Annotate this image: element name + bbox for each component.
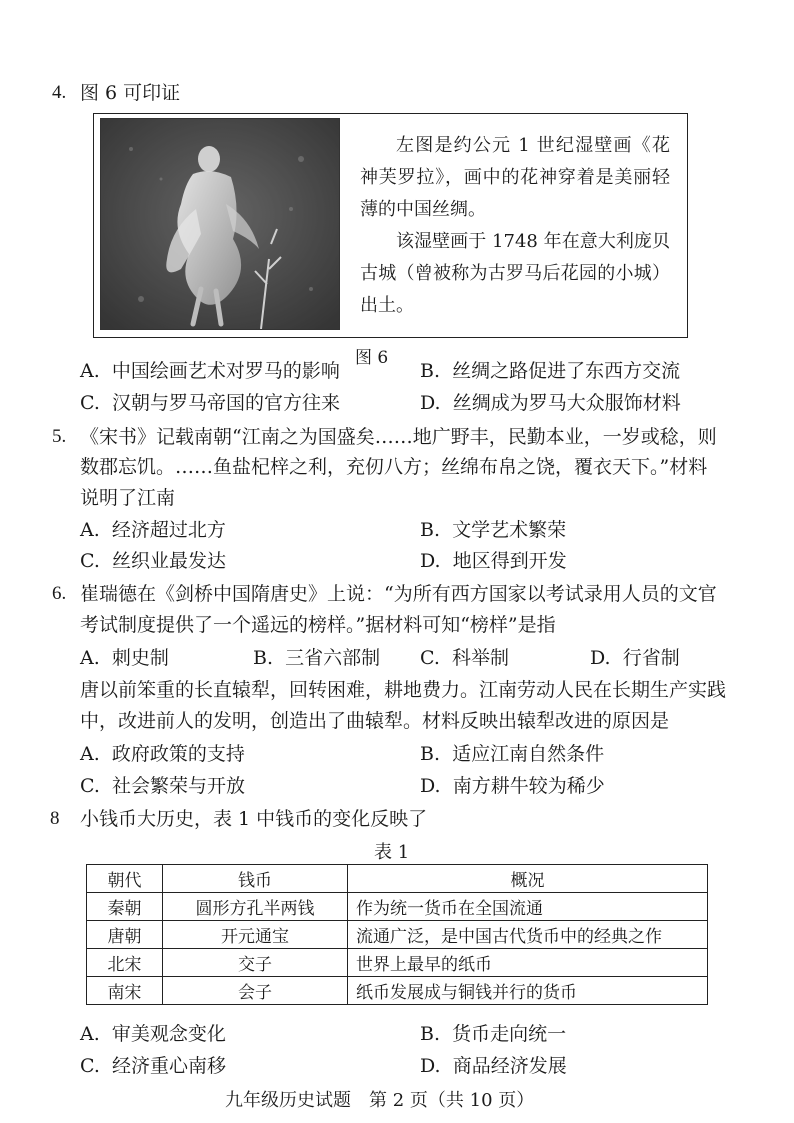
option-text: 社会繁荣与开放	[112, 775, 246, 797]
q6-option-b[interactable]	[253, 647, 380, 669]
q7-line-2: 中，改进前人的发明，创造出了曲辕犁。材料反映出辕犁改进的原因是	[80, 710, 670, 732]
q6-line-1: 崔瑞德在《剑桥中国隋唐史》上说：“为所有西方国家以考试录用人员的文官	[80, 583, 717, 605]
q5-option-b[interactable]	[420, 519, 566, 541]
option-text: 经济重心南移	[112, 1055, 227, 1077]
q6-option-d[interactable]	[590, 647, 680, 669]
figure-caption: 图 6	[355, 348, 389, 368]
table-cell: 开元通宝	[163, 921, 348, 949]
option-text: 文学艺术繁荣	[452, 519, 567, 541]
q8-option-b[interactable]	[420, 1023, 566, 1045]
q6-line-2: 考试制度提供了一个遥远的榜样。”据材料可知“榜样”是指	[80, 614, 556, 636]
option-label: D.	[420, 1055, 441, 1077]
option-text: 丝绸成为罗马大众服饰材料	[452, 392, 681, 414]
q5-line-3: 说明了江南	[80, 487, 176, 509]
option-label: B.	[253, 647, 274, 669]
option-text: 适应江南自然条件	[452, 743, 605, 765]
q5-option-c[interactable]	[80, 550, 226, 572]
option-text: 丝绸之路促进了东西方交流	[452, 360, 681, 382]
option-text: 商品经济发展	[452, 1055, 567, 1077]
option-label: B.	[420, 519, 441, 541]
q4-option-b[interactable]	[420, 360, 680, 382]
q7-option-c[interactable]	[80, 775, 245, 797]
q8-option-d[interactable]	[420, 1055, 567, 1077]
q4-option-c[interactable]	[80, 392, 340, 414]
q8-stem: 小钱币大历史，表 1 中钱币的变化反映了	[80, 808, 428, 830]
figure-description	[360, 130, 670, 322]
q7-option-a[interactable]	[80, 743, 245, 765]
option-text: 刺史制	[111, 647, 169, 669]
table-header-dynasty: 朝代	[87, 865, 163, 893]
option-label: A.	[80, 519, 100, 541]
q4-stem: 图 6 可印证	[80, 82, 181, 104]
option-label: C.	[80, 550, 100, 572]
option-text: 南方耕牛较为稀少	[452, 775, 605, 797]
option-label: C.	[80, 392, 100, 414]
q4-option-a[interactable]	[80, 360, 340, 382]
table-row	[87, 893, 708, 921]
option-text: 中国绘画艺术对罗马的影响	[111, 360, 340, 382]
table-cell: 圆形方孔半两钱	[163, 893, 348, 921]
table-cell: 作为统一货币在全国流通	[348, 893, 708, 921]
option-text: 科举制	[452, 647, 510, 669]
table-row	[87, 921, 708, 949]
q4-option-d[interactable]	[420, 392, 681, 414]
option-text: 经济超过北方	[111, 519, 226, 541]
option-label: D.	[420, 775, 441, 797]
table-header-row	[87, 865, 708, 893]
q5-number: 5.	[52, 426, 67, 447]
q8-number: 8	[50, 808, 60, 829]
option-label: C.	[420, 647, 440, 669]
option-label: A.	[80, 743, 100, 765]
table-cell: 会子	[163, 977, 348, 1005]
table-cell: 唐朝	[87, 921, 163, 949]
q7-line-1: 唐以前笨重的长直辕犁，回转困难，耕地费力。江南劳动人民在长期生产实践	[80, 679, 727, 701]
option-text: 行省制	[622, 647, 680, 669]
q6-option-c[interactable]	[420, 647, 509, 669]
option-text: 审美观念变化	[111, 1023, 226, 1045]
option-label: B.	[420, 360, 441, 382]
table-header-currency: 钱币	[163, 865, 348, 893]
option-text: 地区得到开发	[452, 550, 567, 572]
table-cell: 流通广泛，是中国古代货币中的经典之作	[348, 921, 708, 949]
option-label: D.	[420, 550, 441, 572]
table-cell: 世界上最早的纸币	[348, 949, 708, 977]
option-label: A.	[80, 647, 100, 669]
q7-option-b[interactable]	[420, 743, 604, 765]
fresco-flora-icon	[101, 119, 340, 330]
q5-option-d[interactable]	[420, 550, 567, 572]
q8-option-a[interactable]	[80, 1023, 226, 1045]
page-footer: 九年级历史试题 第 2 页（共 10 页）	[225, 1090, 535, 1111]
option-text: 政府政策的支持	[111, 743, 245, 765]
option-text: 汉朝与罗马帝国的官方往来	[112, 392, 341, 414]
currency-table	[86, 864, 708, 1005]
figure-text-paragraph-1: 左图是约公元 1 世纪湿壁画《花神芙罗拉》，画中的花神穿着是美丽轻薄的中国丝绸。	[360, 135, 670, 220]
q7-option-d[interactable]	[420, 775, 605, 797]
table-cell: 北宋	[87, 949, 163, 977]
option-label: B.	[420, 1023, 441, 1045]
option-text: 三省六部制	[285, 647, 381, 669]
option-label: D.	[590, 647, 611, 669]
q6-option-a[interactable]	[80, 647, 169, 669]
option-label: A.	[80, 360, 100, 382]
table-cell: 南宋	[87, 977, 163, 1005]
q6-number: 6.	[52, 583, 67, 604]
fresco-image	[100, 118, 340, 330]
q5-line-2: 数郡忘饥。……鱼盐杞梓之利，充仞八方；丝绵布帛之饶，覆衣天下。”材料	[80, 456, 708, 478]
option-label: A.	[80, 1023, 100, 1045]
table-row	[87, 949, 708, 977]
option-label: D.	[420, 392, 441, 414]
option-label: C.	[80, 1055, 100, 1077]
option-label: C.	[80, 775, 100, 797]
table-caption: 表 1	[374, 842, 410, 863]
option-label: B.	[420, 743, 441, 765]
table-cell: 交子	[163, 949, 348, 977]
table-cell: 纸币发展成与铜钱并行的货币	[348, 977, 708, 1005]
table-header-overview: 概况	[348, 865, 708, 893]
option-text: 丝织业最发达	[112, 550, 227, 572]
table-cell: 秦朝	[87, 893, 163, 921]
q8-option-c[interactable]	[80, 1055, 226, 1077]
table-row	[87, 977, 708, 1005]
q5-line-1: 《宋书》记载南朝“江南之为国盛矣……地广野丰，民勤本业，一岁或稔，则	[80, 426, 717, 448]
figure-text-paragraph-2: 该湿壁画于 1748 年在意大利庞贝古城（曾被称为古罗马后花园的小城）出土。	[360, 231, 670, 316]
option-text: 货币走向统一	[452, 1023, 567, 1045]
q4-number: 4.	[52, 82, 67, 103]
q5-option-a[interactable]	[80, 519, 226, 541]
